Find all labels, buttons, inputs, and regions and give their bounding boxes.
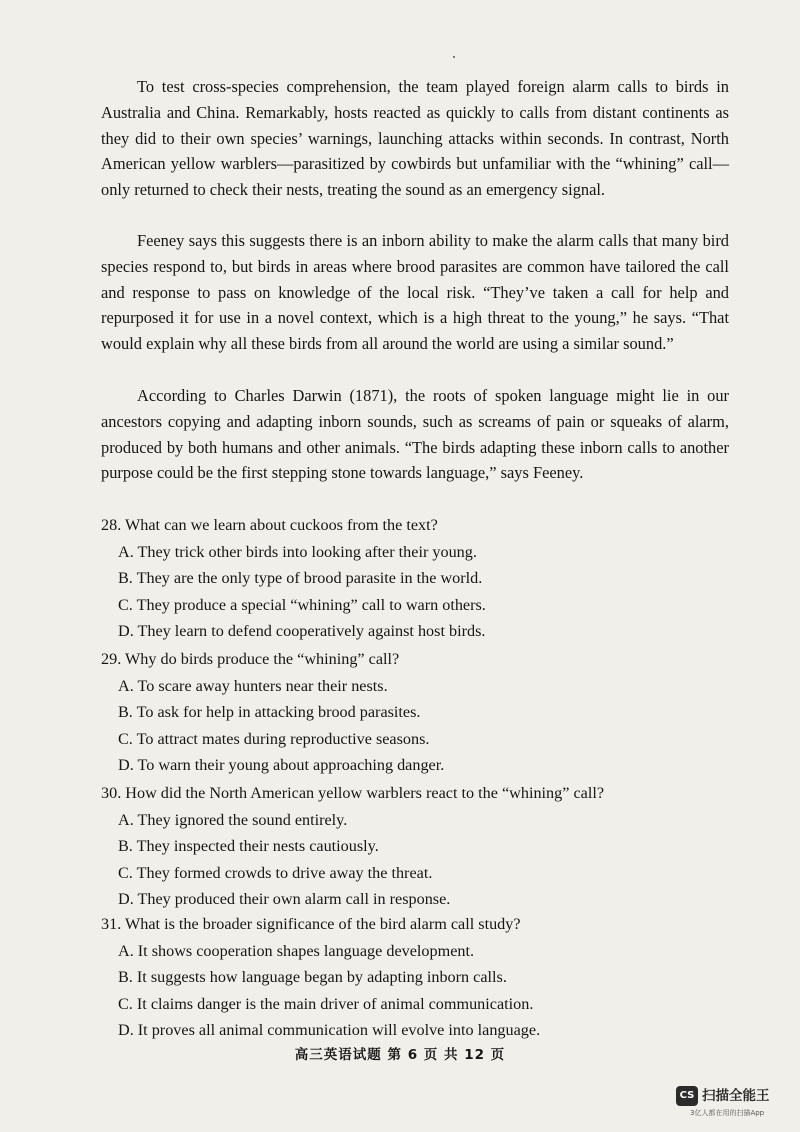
option-a: A. They ignored the sound entirely.: [118, 810, 348, 829]
option-d: D. To warn their young about approaching danger.: [118, 756, 445, 774]
option-d: D. They learn to defend cooperatively against host birds.: [118, 622, 486, 640]
question-stem: 30. How did the North American yellow warblers react to the “whining” call?: [101, 784, 604, 802]
option-a: A. They trick other birds into looking after their young.: [118, 542, 477, 561]
question-30: [101, 780, 741, 913]
option-b: B. It suggests how language began by adapting inborn calls.: [118, 968, 507, 986]
passage-paragraph-2: Feeney says this suggests there is an inborn ability to make the alarm calls that many bird species respond to, but birds in areas where brood parasites are common have tailored the call and response to pass on knowledge of the local risk. “They’ve taken a call for help and repurposed it for use in a novel context, which is a high threat to the young,” he says. “That would explain why all these birds from all around the world are using a similar sound.”: [101, 231, 729, 354]
option-a: A. To scare away hunters near their nests.: [118, 676, 388, 695]
passage-paragraph-1: To test cross-species comprehension, the team played foreign alarm calls to birds in Australia and China. Remarkably, hosts reacted as quickly to calls from distant continents as they did to their own species’ warnings, launching attacks within seconds. In contrast, North American yellow warblers—parasitized by cowbirds but unfamiliar with the “whining” call—only returned to check their nests, treating the sound as an emergency signal.: [101, 77, 729, 200]
page-footer: 高三英语试题 第 6 页 共 12 页: [294, 1047, 506, 1063]
option-a: A. It shows cooperation shapes language development.: [118, 941, 475, 960]
option-b: B. They are the only type of brood parasite in the world.: [118, 569, 483, 587]
option-d: D. It proves all animal communication will evolve into language.: [118, 1021, 541, 1039]
question-stem: 31. What is the broader significance of the bird alarm call study?: [101, 915, 521, 933]
option-c: C. It claims danger is the main driver of animal communication.: [118, 994, 534, 1013]
option-d: D. They produced their own alarm call in response.: [118, 890, 451, 908]
option-c: C. They formed crowds to drive away the threat.: [118, 863, 433, 882]
scan-speck: [453, 56, 455, 58]
question-28: [101, 512, 741, 645]
watermark-app-name: 扫描全能王: [702, 1088, 770, 1104]
option-c: C. They produce a special “whining” call to warn others.: [118, 595, 486, 614]
passage-paragraph-3: According to Charles Darwin (1871), the roots of spoken language might lie in our ancestors copying and adapting inborn sounds, such as screams of pain or squeaks of alarm, produced by both humans and other animals. “The birds adapting these inborn calls to another purpose could be the first stepping stone towards language,” says Feeney.: [101, 386, 729, 483]
scanner-watermark: [676, 1086, 794, 1126]
option-c: C. To attract mates during reproductive seasons.: [118, 729, 430, 748]
watermark-tagline: 3亿人都在用的扫描App: [690, 1109, 765, 1117]
option-b: B. They inspected their nests cautiously.: [118, 837, 379, 855]
question-stem: 29. Why do birds produce the “whining” call?: [101, 650, 400, 668]
question-31: [101, 911, 741, 1044]
camscanner-logo-icon: CS: [676, 1086, 698, 1106]
question-29: [101, 646, 741, 779]
option-b: B. To ask for help in attacking brood parasites.: [118, 703, 421, 721]
question-stem: 28. What can we learn about cuckoos from the text?: [101, 516, 438, 534]
